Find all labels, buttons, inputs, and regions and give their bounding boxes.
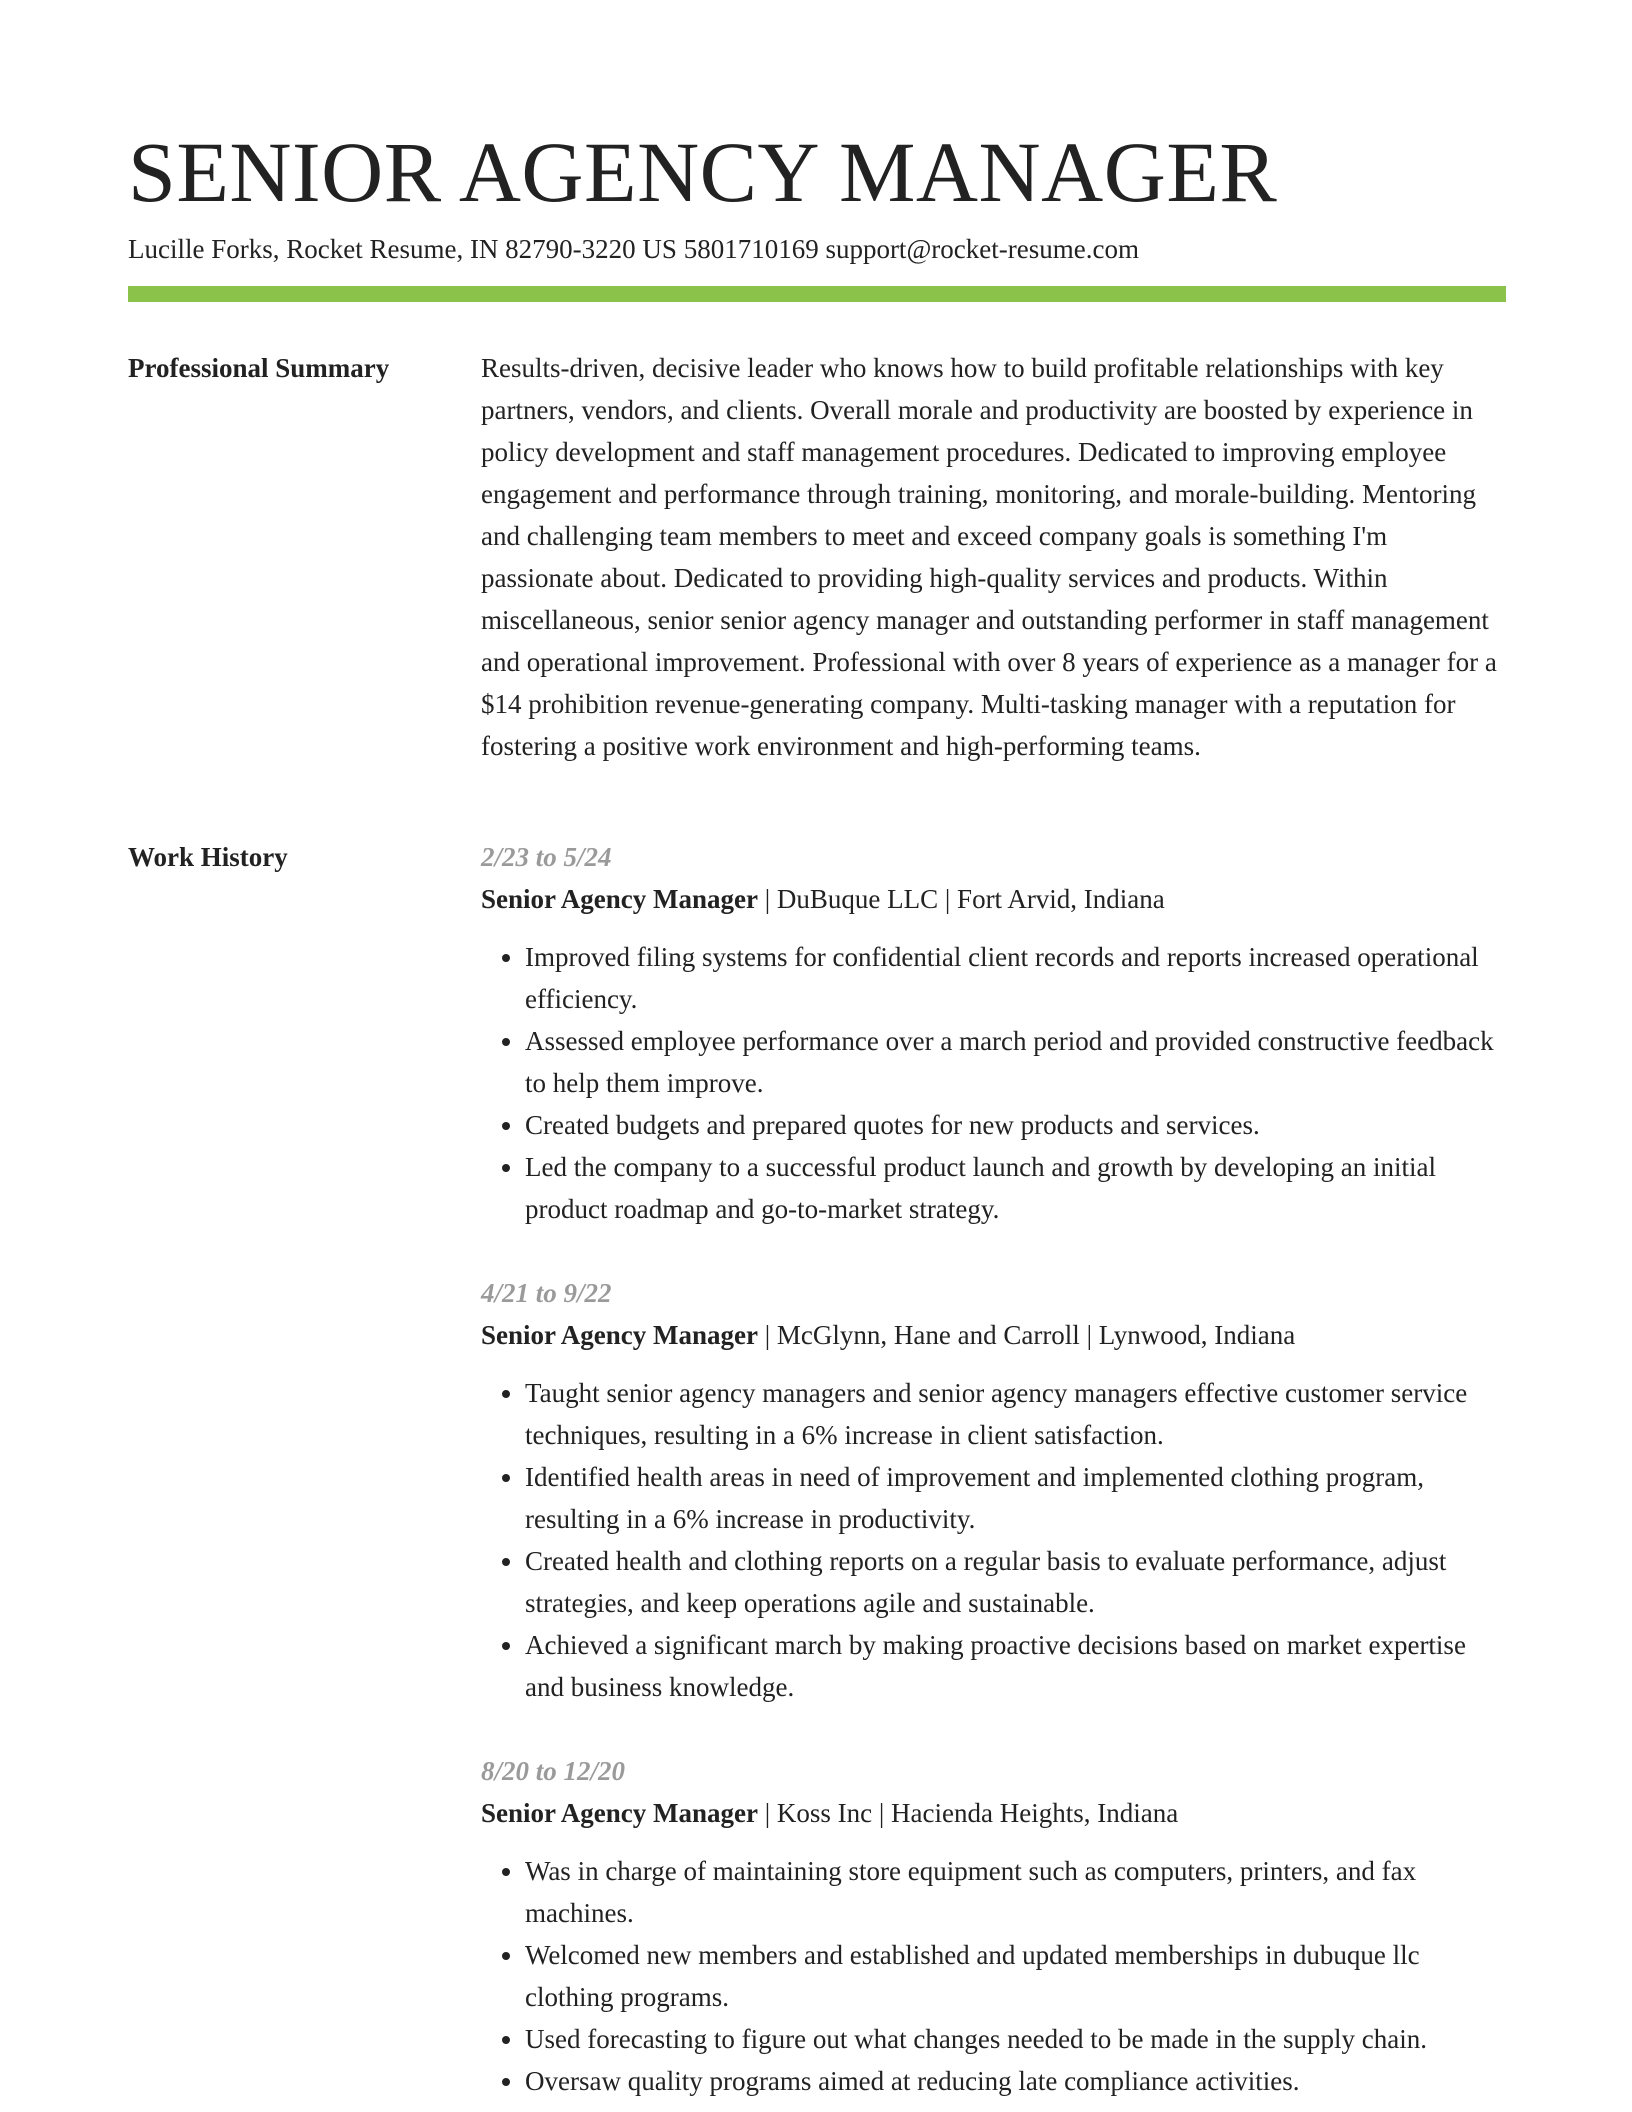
job-bullet: • Assessed employee performance over a march period and provided constructive feedback to help them improve. [525, 1020, 1506, 1104]
job-role: Senior Agency Manager [481, 884, 758, 914]
job-bullet-list [481, 1372, 1506, 1708]
summary-section [481, 347, 1506, 767]
job-location: Fort Arvid, Indiana [957, 884, 1165, 914]
resume-title: SENIOR AGENCY MANAGER [128, 124, 1278, 220]
job-bullet: • Achieved a significant march by making proactive decisions based on market expertise and business knowledge. [525, 1624, 1506, 1708]
job-location: Hacienda Heights, Indiana [891, 1798, 1179, 1828]
job-role: Senior Agency Manager [481, 1798, 758, 1828]
summary-text: Results-driven, decisive leader who knows how to build profitable relationships with key partners, vendors, and clients. Overall morale and productivity are boosted by experience in policy development and staff management procedures. Dedicated to improving employee engagement and performance through training, monitoring, and morale-building. Mentoring and challenging team members to meet and exceed company goals is something I'm passionate about. Dedicated to providing high-quality services and products. Within miscellaneous, senior senior agency manager and outstanding performer in staff management and operational improvement. Professional with over 8 years of experience as a manager for a $14 prohibition revenue-generating company. Multi-tasking manager with a reputation for fostering a positive work environment and high-performing teams. [481, 353, 1497, 761]
accent-divider [128, 286, 1506, 302]
job-header: Senior Agency Manager | Koss Inc | Hacienda Heights, Indiana [481, 1798, 1179, 1828]
job-bullet: • Created budgets and prepared quotes for new products and services. [525, 1104, 1506, 1146]
job-dates: 4/21 to 9/22 [481, 1278, 612, 1308]
work-history-section [481, 836, 1506, 2102]
job-dates: 2/23 to 5/24 [481, 842, 612, 872]
job-company: DuBuque LLC [776, 884, 939, 914]
job-entry [481, 1750, 1506, 2102]
job-bullet: • Led the company to a successful product launch and growth by developing an initial product roadmap and go-to-market strategy. [525, 1146, 1506, 1230]
job-role: Senior Agency Manager [481, 1320, 758, 1350]
job-bullet: • Identified health areas in need of improvement and implemented clothing program, resulting in a 6% increase in productivity. [525, 1456, 1506, 1540]
job-bullet: • Improved filing systems for confidential client records and reports increased operational efficiency. [525, 936, 1506, 1020]
contact-line: Lucille Forks, Rocket Resume, IN 82790-3220 US 5801710169 support@rocket-resume.com [128, 234, 1139, 264]
job-company: McGlynn, Hane and Carroll [776, 1320, 1080, 1350]
job-bullet: • Taught senior agency managers and senior agency managers effective customer service techniques, resulting in a 6% increase in client satisfaction. [525, 1372, 1506, 1456]
job-header: Senior Agency Manager | McGlynn, Hane and Carroll | Lynwood, Indiana [481, 1320, 1296, 1350]
job-bullet: • Created health and clothing reports on a regular basis to evaluate performance, adjust strategies, and keep operations agile and sustainable. [525, 1540, 1506, 1624]
job-entry [481, 1272, 1506, 1708]
job-entry [481, 836, 1506, 1230]
job-bullet: • Welcomed new members and established and updated memberships in dubuque llc clothing programs. [525, 1934, 1506, 2018]
summary-heading: Professional Summary [128, 353, 390, 383]
job-header: Senior Agency Manager | DuBuque LLC | Fort Arvid, Indiana [481, 884, 1165, 914]
job-bullet: • Was in charge of maintaining store equipment such as computers, printers, and fax machines. [525, 1850, 1506, 1934]
job-location: Lynwood, Indiana [1098, 1320, 1296, 1350]
job-dates: 8/20 to 12/20 [481, 1756, 626, 1786]
job-bullet-list [481, 1850, 1506, 2102]
job-bullet-list [481, 936, 1506, 1230]
work-history-heading: Work History [128, 842, 288, 872]
job-company: Koss Inc [776, 1798, 873, 1828]
job-bullet: • Oversaw quality programs aimed at reducing late compliance activities. [525, 2060, 1506, 2102]
job-bullet: • Used forecasting to figure out what changes needed to be made in the supply chain. [525, 2018, 1506, 2060]
